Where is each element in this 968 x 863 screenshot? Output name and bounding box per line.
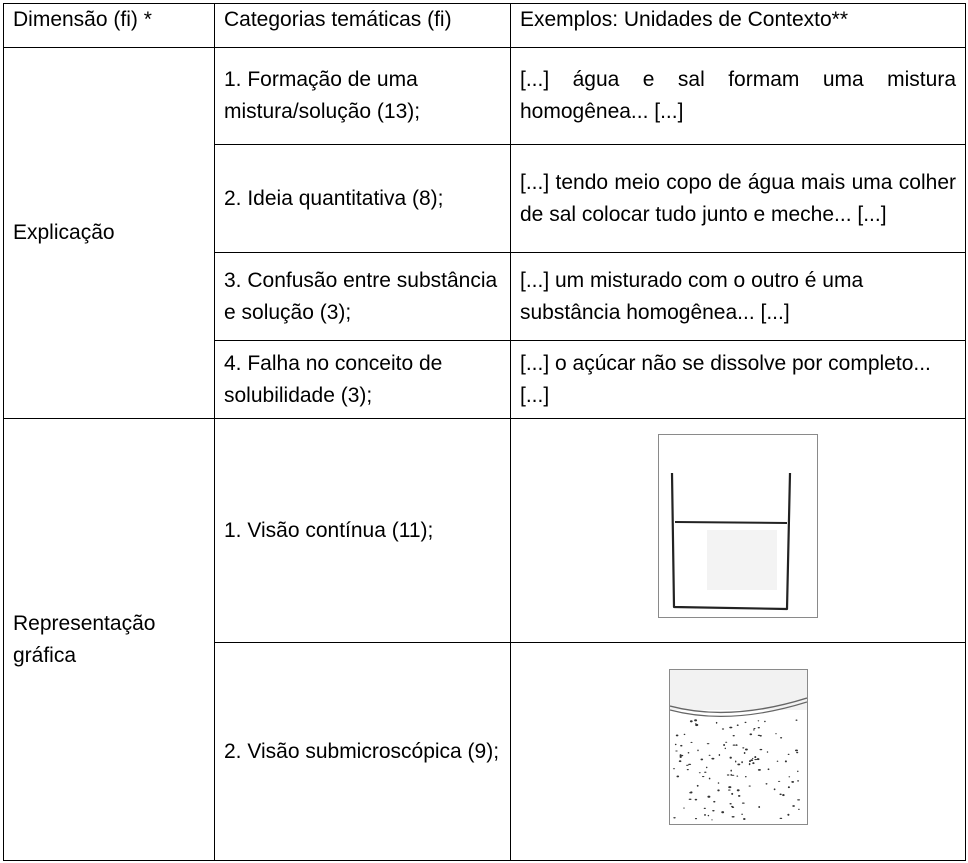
particle-dot <box>779 793 781 795</box>
category-cell: 1. Formação de uma mistura/solução (13); <box>215 48 511 145</box>
particle-dot <box>748 785 750 786</box>
particles-glass-drawing <box>669 669 808 825</box>
particle-dot <box>779 817 782 818</box>
particle-dot <box>688 798 691 799</box>
particle-dot <box>708 777 710 779</box>
particle-dot <box>753 729 755 730</box>
particle-dot <box>694 817 696 818</box>
particle-dot <box>717 789 719 791</box>
particle-dot <box>741 813 743 814</box>
particle-dot <box>672 768 674 769</box>
particle-dot <box>730 773 731 775</box>
particle-dot <box>696 784 698 786</box>
particle-dot <box>726 774 729 775</box>
header-dimension: Dimensão (fi) * <box>4 4 215 48</box>
particle-dot <box>742 747 744 748</box>
particle-dot <box>797 780 799 781</box>
particle-dot <box>707 795 710 797</box>
particle-dot <box>744 748 747 750</box>
particle-dot <box>718 753 720 755</box>
particle-dot <box>694 719 697 721</box>
particle-dot <box>704 771 706 772</box>
particle-dot <box>690 791 692 793</box>
particle-dot <box>686 768 688 769</box>
particle-dot <box>732 735 734 736</box>
particle-dot <box>736 724 738 726</box>
particle-dot <box>700 758 703 760</box>
particle-dot <box>735 744 737 746</box>
category-cell: 2. Visão submicroscópica (9); <box>215 643 511 861</box>
particle-dot <box>731 792 733 794</box>
table-header-row <box>4 4 966 48</box>
particle-dot <box>744 721 746 722</box>
particle-dot <box>784 760 786 762</box>
particle-dot <box>673 817 676 818</box>
particle-dot <box>795 719 797 720</box>
category-cell: 1. Visão contínua (11); <box>215 419 511 643</box>
particle-dot <box>758 806 760 808</box>
particle-dot <box>723 743 725 745</box>
particle-dot <box>737 794 739 796</box>
particle-dot <box>717 782 719 784</box>
category-cell: 2. Ideia quantitativa (8); <box>215 145 511 253</box>
particle-dot <box>695 723 698 725</box>
particle-dot <box>764 720 766 721</box>
particle-dot <box>683 733 685 734</box>
particle-dot <box>701 776 704 777</box>
particle-dot <box>757 734 760 735</box>
particle-dot <box>757 727 759 728</box>
particle-dot <box>780 737 782 739</box>
particle-dot <box>679 754 681 756</box>
particle-dot <box>766 751 767 753</box>
particle-dot <box>713 800 715 802</box>
particle-dot <box>695 723 697 724</box>
particle-dot <box>715 721 717 723</box>
table-row <box>4 419 966 643</box>
particle-dot <box>698 772 700 773</box>
particle-dot <box>736 789 739 791</box>
particle-dot <box>791 780 794 782</box>
particle-dot <box>743 752 745 754</box>
particle-dot <box>703 807 705 808</box>
particle-dot <box>707 814 708 815</box>
particle-dot <box>708 754 710 755</box>
particle-dot <box>683 807 685 808</box>
example-cell: [...] água e sal formam uma mistura homogênea... [...] <box>511 48 966 145</box>
particle-dot <box>788 776 790 777</box>
particle-dot <box>678 760 681 762</box>
particle-dot <box>685 764 688 765</box>
particle-dot <box>775 733 777 734</box>
particle-dot <box>748 763 750 765</box>
categories-table <box>3 3 966 861</box>
particle-dot <box>734 760 735 762</box>
particle-dot <box>787 813 789 815</box>
particle-dot <box>730 769 732 771</box>
particle-dot <box>676 775 679 777</box>
particle-dot <box>752 762 754 764</box>
particle-dot <box>712 810 714 811</box>
particle-dot <box>759 748 762 749</box>
particle-dot <box>681 754 683 755</box>
particle-dot <box>680 744 682 746</box>
particle-dot <box>787 786 789 788</box>
particle-dot <box>751 757 753 758</box>
dimension-explicacao: Explicação <box>4 48 215 419</box>
particle-dot <box>741 802 744 803</box>
particle-dot <box>792 805 795 807</box>
particle-dot <box>787 753 789 754</box>
particle-dot <box>757 768 760 770</box>
particle-dot <box>737 763 740 765</box>
particle-dot <box>675 750 678 751</box>
particle-dot <box>728 786 731 788</box>
particle-dot <box>767 768 769 770</box>
particle-dot <box>773 788 775 790</box>
header-categories: Categorias temáticas (fi) <box>215 4 511 48</box>
particle-dot <box>727 789 730 790</box>
table-row <box>4 48 966 145</box>
particle-dot <box>711 757 714 759</box>
particle-dot <box>725 741 727 742</box>
particle-dot <box>743 818 746 820</box>
category-cell: 4. Falha no conceito de solubilidade (3); <box>215 341 511 419</box>
particle-dot <box>797 770 798 771</box>
particle-dot <box>697 749 698 751</box>
particle-dot <box>765 783 767 784</box>
particle-dot <box>724 747 725 749</box>
particle-dot <box>795 749 798 751</box>
particle-dot <box>730 805 732 806</box>
particle-dot <box>753 728 755 729</box>
particle-dot <box>776 760 778 761</box>
particle-dot <box>782 794 784 796</box>
particle-dot <box>705 766 707 768</box>
category-cell: 3. Confusão entre substância e solução (3); <box>215 253 511 341</box>
continuous-glass-drawing <box>658 434 818 618</box>
particle-dot <box>704 813 706 815</box>
particle-dot <box>796 751 798 753</box>
particle-dot <box>757 720 758 721</box>
particle-dot <box>744 775 746 776</box>
particle-dot <box>688 763 691 764</box>
particle-dot <box>754 759 757 760</box>
particle-dot <box>689 720 692 722</box>
particle-dot <box>756 758 759 760</box>
particle-dot <box>729 756 731 758</box>
particle-dot <box>741 761 743 763</box>
particle-dot <box>777 780 779 781</box>
example-cell: [...] tendo meio copo de água mais uma colher de sal colocar tudo junto e meche... [...] <box>511 145 966 253</box>
particle-dot <box>721 728 723 729</box>
particle-dot <box>721 811 724 813</box>
particle-dot <box>729 803 731 805</box>
particle-dot <box>690 741 692 742</box>
particle-dot <box>732 744 735 745</box>
particle-dot <box>731 815 734 817</box>
particle-dot <box>754 756 756 758</box>
particle-dot <box>729 726 732 728</box>
particle-dot <box>694 798 696 800</box>
example-cell: [...] o açúcar não se dissolve por completo... [...] <box>511 341 966 419</box>
particle-dot <box>706 743 709 744</box>
header-examples: Exemplos: Unidades de Contexto** <box>511 4 966 48</box>
particle-dot <box>711 819 712 820</box>
particle-dot <box>674 743 676 744</box>
particle-dot <box>736 775 738 776</box>
dimension-representacao: Representação gráfica <box>4 419 215 861</box>
particle-dot <box>675 734 678 736</box>
example-cell: [...] um misturado com o outro é uma substância homogênea... [...] <box>511 253 966 341</box>
particle-dot <box>750 759 753 761</box>
particle-dot <box>749 733 752 735</box>
particle-dot <box>797 799 800 800</box>
drawing-cell <box>511 643 966 861</box>
drawing-cell <box>511 419 966 643</box>
particle-dot <box>797 808 799 809</box>
particle-dot <box>687 752 689 754</box>
